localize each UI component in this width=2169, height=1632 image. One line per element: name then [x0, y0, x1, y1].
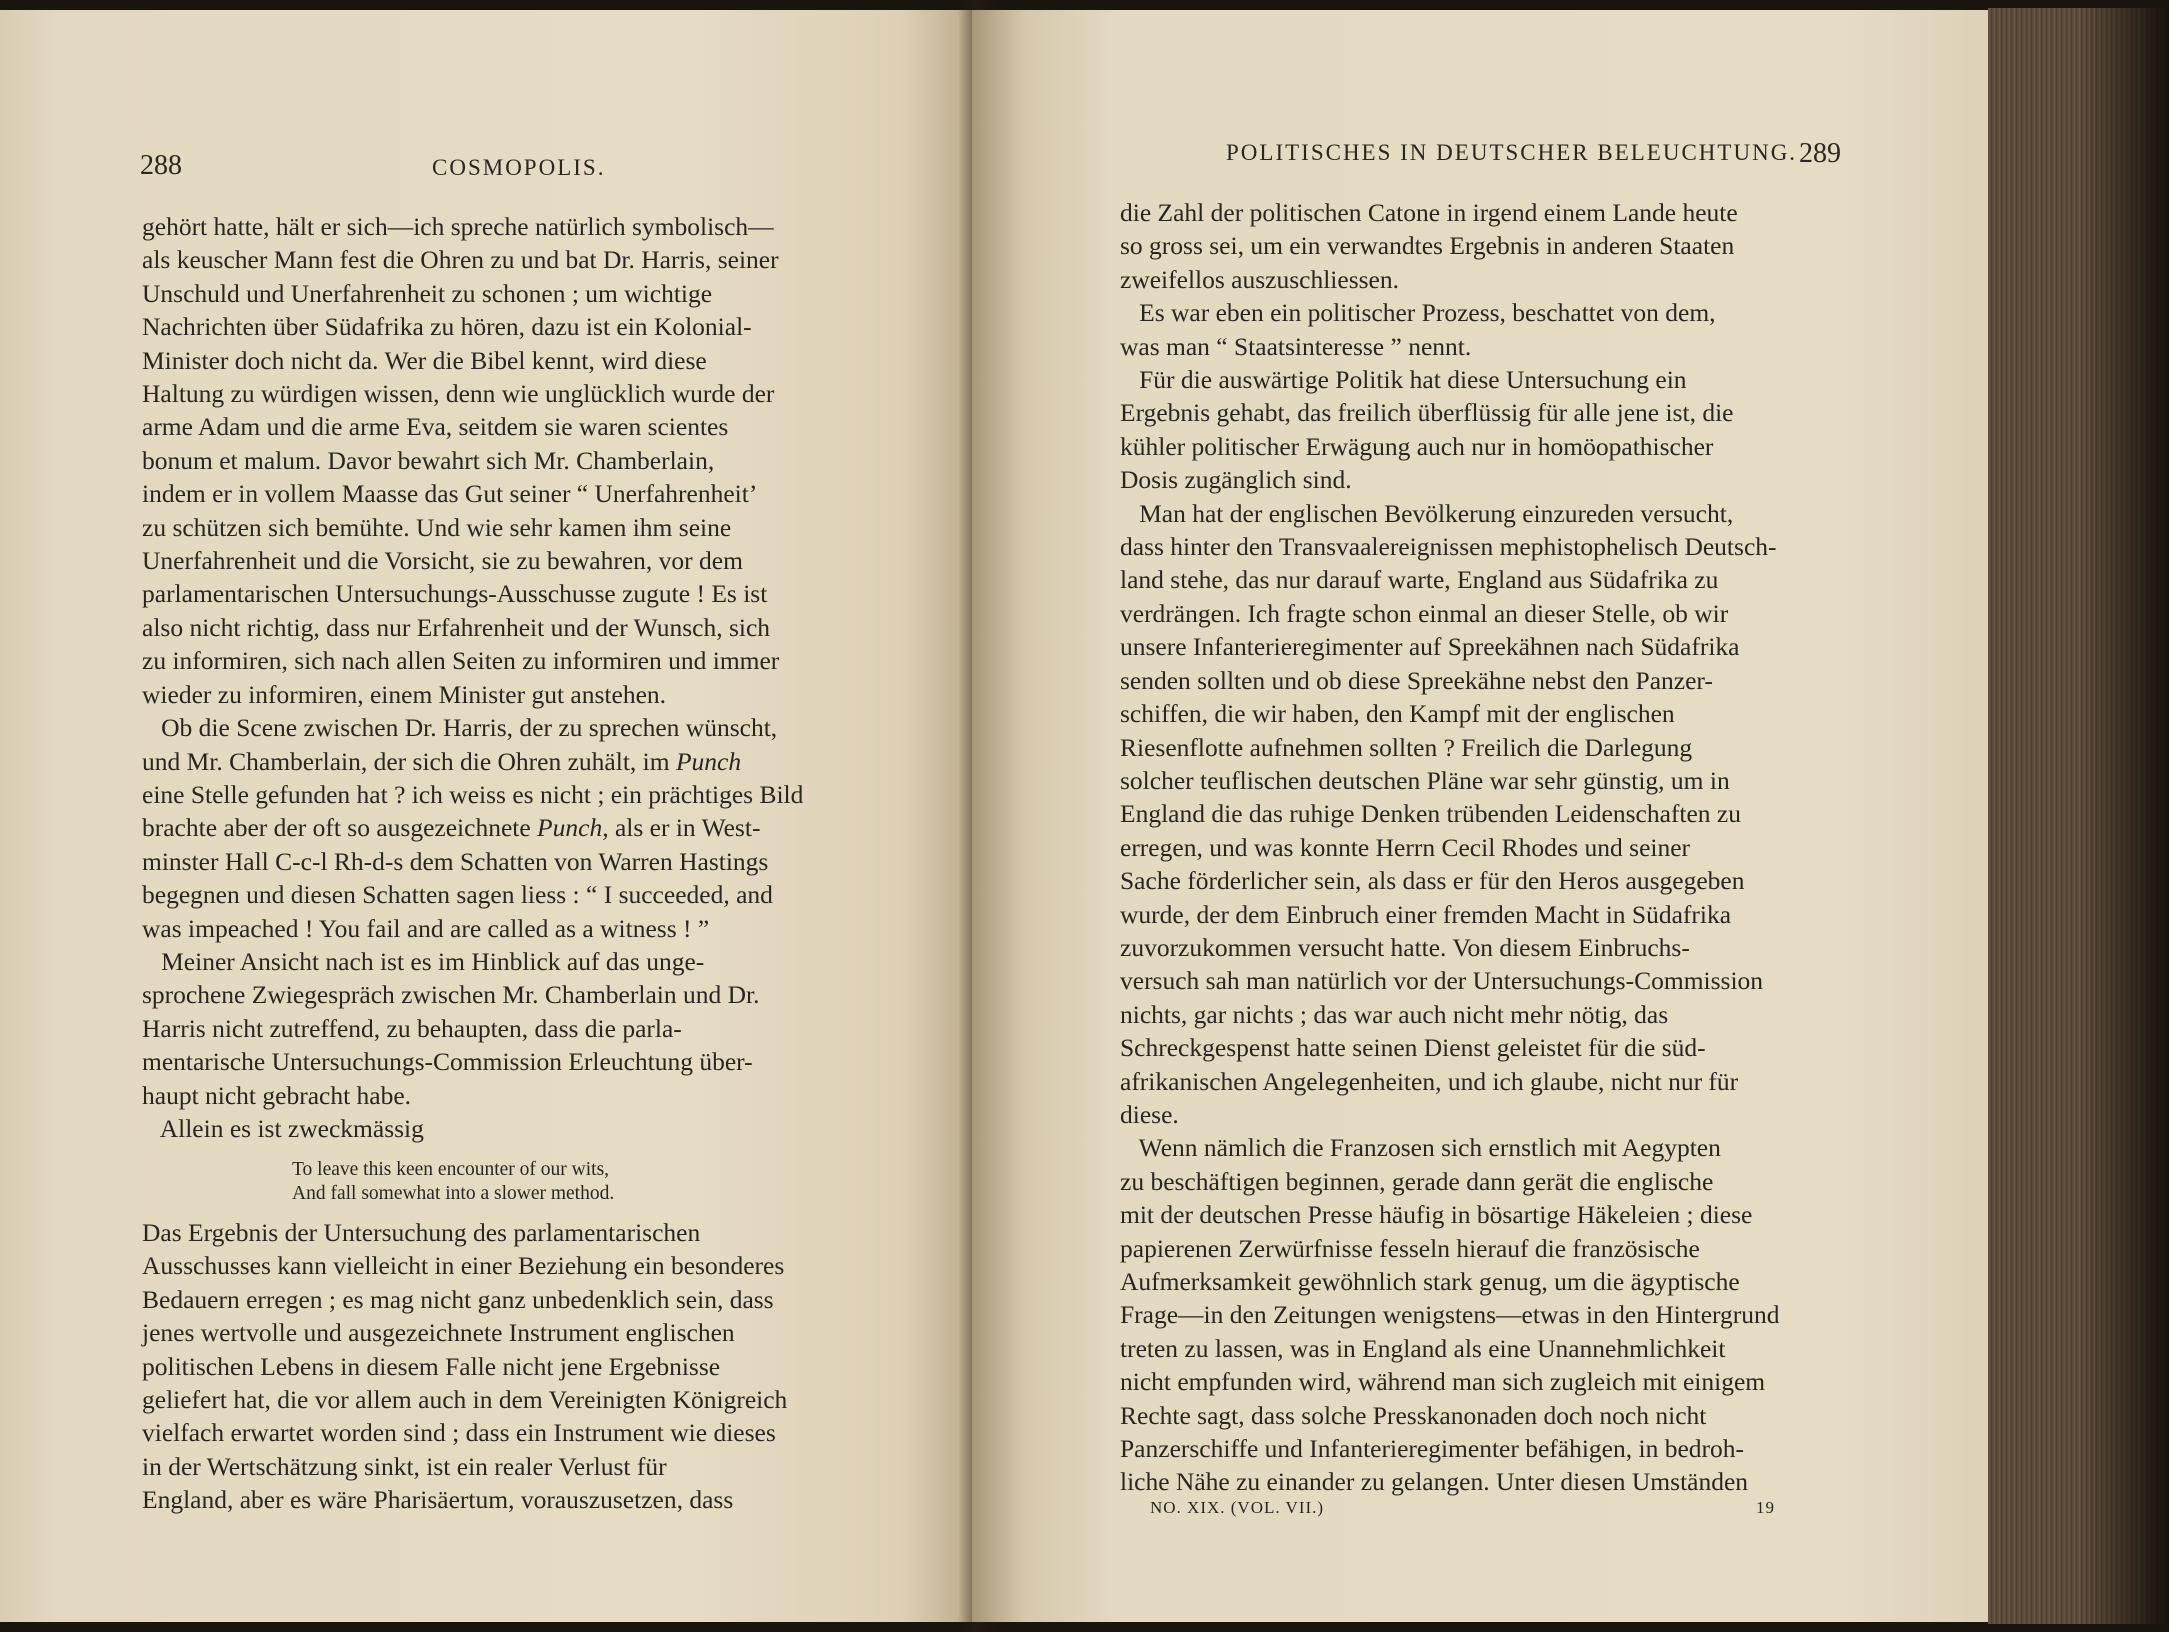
text-line: senden sollten und ob diese Spreekähne nebst den Panzer- [1120, 665, 1713, 695]
text-line: haupt nicht gebracht habe. [142, 1080, 412, 1110]
text-line [142, 811, 858, 844]
text-line: so gross sei, um ein verwandtes Ergebnis in anderen Staaten [1120, 231, 1735, 261]
running-head-left: COSMOPOLIS. [432, 155, 606, 180]
text-line: Nachrichten über Südafrika zu hören, dazu ist ein Kolonial- [142, 312, 752, 342]
text-line: eine Stelle gefunden hat ? ich weiss es nicht ; ein prächtiges Bild [142, 779, 804, 809]
text-line: schiffen, die wir haben, den Kampf mit der englischen [1120, 699, 1675, 729]
text-line: Wenn nämlich die Franzosen sich ernstlich mit Aegypten [1120, 1133, 1721, 1163]
text-line: Minister doch nicht da. Wer die Bibel kennt, wird diese [142, 345, 707, 375]
text-line: gehört hatte, hält er sich—ich spreche natürlich symbolisch— [142, 212, 774, 241]
text-line: Bedauern erregen ; es mag nicht ganz unbedenklich sein, dass [142, 1284, 774, 1314]
text-line: politischen Lebens in diesem Falle nicht jene Ergebnisse [142, 1351, 721, 1381]
text-line: zweifellos auszuschliessen. [1120, 264, 1399, 294]
text-line: nicht empfunden wird, während man sich zugleich mit einigem [1120, 1367, 1766, 1397]
text-line: nichts, gar nichts ; das war auch nicht mehr nötig, das [1120, 999, 1669, 1029]
right-body-text [1120, 196, 1805, 1499]
text-line: versuch sah man natürlich vor der Untersuchungs-Commission [1120, 966, 1764, 996]
text-line: Unerfahrenheit und die Vorsicht, sie zu bewahren, vor dem [142, 546, 743, 576]
text-line: als keuscher Mann fest die Ohren zu und bat Dr. Harris, seiner [142, 245, 779, 275]
text-line: die Zahl der politischen Catone in irgend einem Lande heute [1120, 198, 1738, 227]
text-line [142, 745, 858, 778]
signature-mark: NO. XIX. (VOL. VII.) [1150, 1498, 1325, 1517]
text-fragment: als er in West- [608, 813, 761, 843]
text-line: Rechte sagt, dass solche Presskanonaden doch noch nicht [1120, 1400, 1707, 1430]
italic-title: Punch [675, 746, 742, 776]
left-body-text-2 [142, 1216, 858, 1517]
text-line: minster Hall C-c-l Rh-d-s dem Schatten von Warren Hastings [142, 846, 769, 876]
page-fore-edge [1988, 8, 2169, 1624]
text-line: geliefert hat, die vor allem auch in dem Vereinigten Königreich [142, 1385, 788, 1415]
text-line: verdrängen. Ich fragte schon einmal an dieser Stelle, ob wir [1120, 598, 1729, 628]
text-line: Sache förderlicher sein, als dass er für den Heros ausgegeben [1120, 866, 1745, 896]
text-line: mit der deutschen Presse häufig in bösartige Häkeleien ; diese [1120, 1200, 1753, 1230]
italic-title: Punch, [537, 813, 609, 843]
text-line: was impeached ! You fail and are called as a witness ! ” [142, 913, 710, 943]
running-head-right: POLITISCHES IN DEUTSCHER BELEUCHTUNG. [1226, 140, 1798, 165]
quote-line: To leave this keen encounter of our wits, [292, 1159, 610, 1180]
signature-number: 19 [1756, 1498, 1775, 1517]
text-line: land stehe, das nur darauf warte, England aus Südafrika zu [1120, 565, 1719, 595]
text-line: solcher teuflischen deutschen Pläne war sehr günstig, um in [1120, 765, 1730, 795]
text-line: papierenen Zerwürfnisse fesseln hierauf die französische [1120, 1233, 1700, 1263]
text-fragment: und Mr. Chamberlain, der sich die Ohren zuhält, im [142, 746, 676, 776]
text-line: Haltung zu würdigen wissen, denn wie unglücklich wurde der [142, 379, 775, 409]
text-line: Allein es ist zweckmässig [142, 1113, 424, 1143]
text-line: Aufmerksamkeit gewöhnlich stark genug, um die ägyptische [1120, 1267, 1740, 1296]
text-line: Frage—in den Zeitungen wenigstens—etwas in den Hintergrund [1120, 1300, 1780, 1330]
text-line: Riesenflotte aufnehmen sollten ? Freilich die Darlegung [1120, 732, 1693, 762]
text-line: zu schützen sich bemühte. Und wie sehr kamen ihm seine [142, 512, 732, 542]
text-line: Man hat der englischen Bevölkerung einzureden versucht, [1120, 498, 1734, 528]
text-line: jenes wertvolle und ausgezeichnete Instrument englischen [142, 1318, 735, 1348]
text-line: Ausschusses kann vielleicht in einer Beziehung ein besonderes [142, 1251, 785, 1281]
text-line: Ob die Scene zwischen Dr. Harris, der zu sprechen wünscht, [142, 713, 778, 743]
text-line: erregen, und was konnte Herrn Cecil Rhodes und seiner [1120, 832, 1691, 862]
text-line: England, aber es wäre Pharisäertum, vorauszusetzen, dass [142, 1485, 734, 1515]
text-line: Harris nicht zutreffend, zu behaupten, dass die parla- [142, 1013, 682, 1043]
text-line: England die das ruhige Denken trübenden Leidenschaften zu [1120, 799, 1741, 829]
text-line: wieder zu informiren, einem Minister gut anstehen. [142, 679, 667, 709]
text-line: unsere Infanterieregimenter auf Spreekähnen nach Südafrika [1120, 632, 1740, 662]
verse-quotation [292, 1158, 614, 1206]
text-line: also nicht richtig, dass nur Erfahrenheit und der Wunsch, sich [142, 612, 771, 642]
text-line: diese. [1120, 1099, 1179, 1129]
text-line: bonum et malum. Davor bewahrt sich Mr. Chamberlain, [142, 445, 715, 475]
text-line: dass hinter den Transvaalereignissen mephistophelisch Deutsch- [1120, 532, 1777, 562]
text-line: in der Wertschätzung sinkt, ist ein realer Verlust für [142, 1451, 667, 1481]
text-line: afrikanischen Angelegenheiten, und ich glaube, nicht nur für [1120, 1066, 1739, 1096]
text-line: was man “ Staatsinteresse ” nennt. [1120, 331, 1472, 361]
text-line: zu informiren, sich nach allen Seiten zu informiren und immer [142, 646, 780, 676]
text-line: Meiner Ansicht nach ist es im Hinblick auf das unge- [142, 946, 705, 976]
text-line: Unschuld und Unerfahrenheit zu schonen ; um wichtige [142, 278, 713, 308]
left-body-text [142, 210, 858, 1145]
text-line: Panzerschiffe und Infanterieregimenter befähigen, in bedroh- [1120, 1434, 1745, 1464]
text-line: wurde, der dem Einbruch einer fremden Macht in Südafrika [1120, 899, 1732, 929]
left-page [0, 10, 980, 1622]
text-line: zu beschäftigen beginnen, gerade dann gerät die englische [1120, 1166, 1714, 1196]
text-fragment: brachte aber der oft so ausgezeichnete [142, 813, 538, 843]
text-line: liche Nähe zu einander zu gelangen. Unter diesen Umständen [1120, 1467, 1749, 1497]
text-line: begegnen und diesen Schatten sagen liess : “ I succeeded, and [142, 880, 773, 910]
text-line: Ergebnis gehabt, das freilich überflüssig für alle jene ist, die [1120, 398, 1734, 428]
quote-line: And fall somewhat into a slower method. [292, 1183, 615, 1204]
text-line: arme Adam und die arme Eva, seitdem sie waren scientes [142, 412, 729, 442]
text-line: Dosis zugänglich sind. [1120, 465, 1352, 495]
text-line: Für die auswärtige Politik hat diese Untersuchung ein [1120, 365, 1687, 395]
text-line: treten zu lassen, was in England als eine Unannehmlichkeit [1120, 1333, 1726, 1363]
page-number-left: 288 [140, 150, 182, 181]
text-line: kühler politischer Erwägung auch nur in homöopathischer [1120, 431, 1714, 461]
right-page [972, 10, 1992, 1622]
text-line: zuvorzukommen versucht hatte. Von diesem Einbruchs- [1120, 932, 1690, 962]
text-line: Das Ergebnis der Untersuchung des parlamentarischen [142, 1218, 701, 1247]
text-line: Schreckgespenst hatte seinen Dienst geleistet für die süd- [1120, 1033, 1706, 1063]
text-line: parlamentarischen Untersuchungs-Ausschusse zugute ! Es ist [142, 579, 768, 609]
text-line: mentarische Untersuchungs-Commission Erleuchtung über- [142, 1047, 753, 1077]
text-line: Es war eben ein politischer Prozess, beschattet von dem, [1120, 298, 1716, 328]
text-line: indem er in vollem Maasse das Gut seiner “ Unerfahrenheit’ [142, 479, 758, 509]
text-line: vielfach erwartet worden sind ; dass ein Instrument wie dieses [142, 1418, 776, 1448]
text-line: sprochene Zwiegespräch zwischen Mr. Chamberlain und Dr. [142, 980, 760, 1010]
page-number-right: 289 [1799, 138, 1841, 169]
